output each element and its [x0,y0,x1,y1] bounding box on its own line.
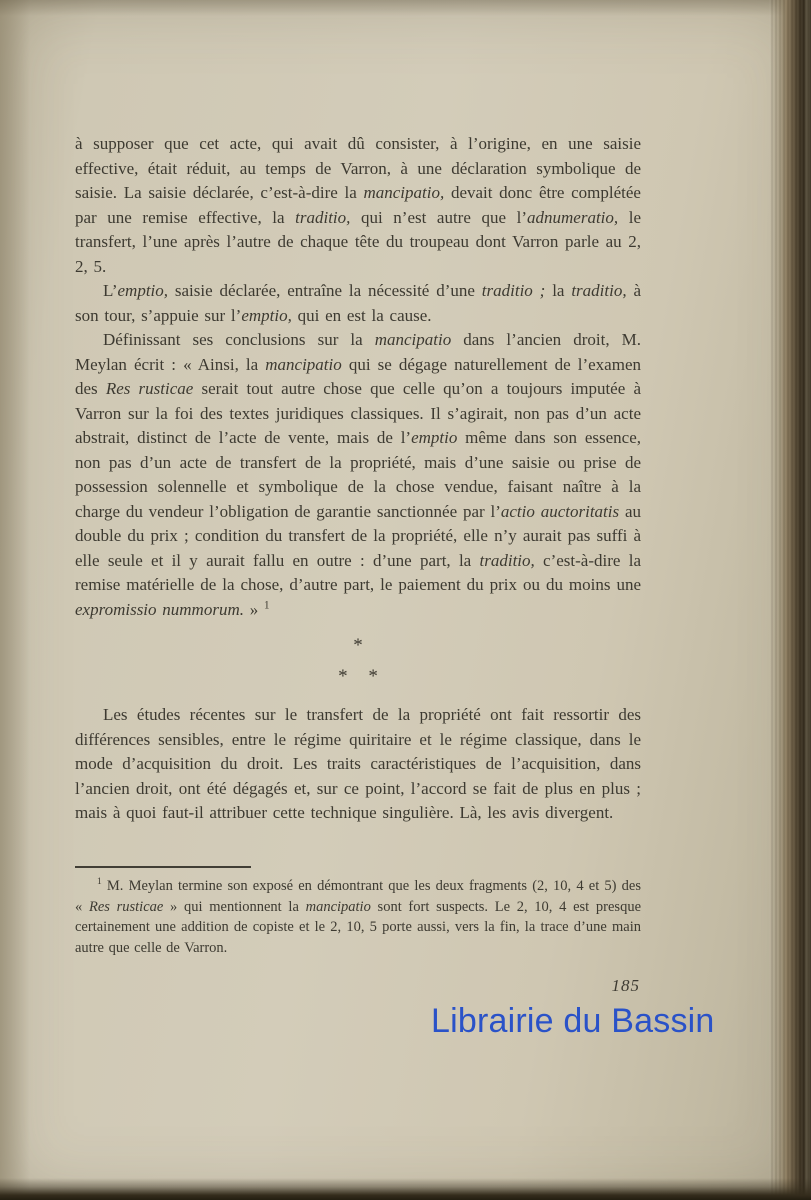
book-bottom-edge [0,1178,811,1200]
paragraph-4: Les études récentes sur le transfert de la propriété ont fait ressortir des différences sensibles, entre le régime quiritaire et le régime classique, dans le mode d’acquisition du droit. Les traits caractéristiques de l’acquisition, dans l’ancien droit, ont été dégagés et, sur ce point, l’accord se fait de plus en plus ; mais à quoi faut-il attribuer cette technique singulière. Là, les avis divergent. [75,705,641,822]
page-left-edge-shadow [0,0,30,1200]
paragraph-3: Définissant ses conclusions sur la mancipatio dans l’ancien droit, M. Meylan écrit : « Ainsi, la mancipatio qui se dégage naturellement de l’examen des Res rusticae serait tout autre chose que celle qu’on a toujours imputée à Varron sur la foi des textes juridiques classiques. Il s’agirait, non pas d’un acte abstrait, distinct de l’acte de vente, mais de l’emptio même dans son essence, non pas d’un acte de transfert de la propriété, mais d’une saisie ou prise de possession solennelle et symbolique de la chose vendue, faisant naître à la charge du vendeur l’obligation de garantie sanctionnée par l’actio auctoritatis au double du prix ; condition du transfert de la propriété, elle n’y aurait pas suffi à elle seule et il y aurait fallu en outre : d’une part, la traditio, c’est-à-dire la remise matérielle de la chose, d’autre part, le paiement du prix ou du moins une expromissio nummorum. » $^1$ [75,330,642,619]
asterisk-separator [75,635,641,688]
footnote-rule [75,866,251,868]
paragraph-1: à supposer que cet acte, qui avait dû consister, à l’origine, en une saisie effective, était réduit, au temps de Varron, à une déclaration symbolique de saisie. La saisie déclarée, c’est-à-dire la mancipatio, devait donc être complétée par une remise effective, la traditio, qui n’est autre que l’adnumeratio, le transfert, l’une après l’autre de chaque tête du troupeau dont Varron parle au 2, 2, 5. [75,134,641,276]
watermark: Librairie du Bassin [431,1002,715,1040]
asterisk-pair: * * [338,666,378,687]
asterisk-top: * [353,635,363,656]
page-top-edge-shadow [0,0,811,16]
page-stack-striations [769,0,811,1200]
page-number: 185 [611,976,640,995]
paragraph-2: L’emptio, saisie déclarée, entraîne la nécessité d’une traditio ; la traditio, à son tour, s’appuie sur l’emptio, qui en est la cause. [75,281,642,325]
book-fore-edge [769,0,811,1200]
main-text-block [75,132,641,826]
footnote: $^1$ M. Meylan termine son exposé en démontrant que les deux fragments (2, 10, 4 et 5) des « Res rusticae » qui mentionnent la mancipatio sont fort suspects. Le 2, 10, 4 est presque certainement une addition de copiste et le 2, 10, 5 porte aussi, vers la fin, la trace d’une main autre que celle de Varron. [75,877,642,956]
